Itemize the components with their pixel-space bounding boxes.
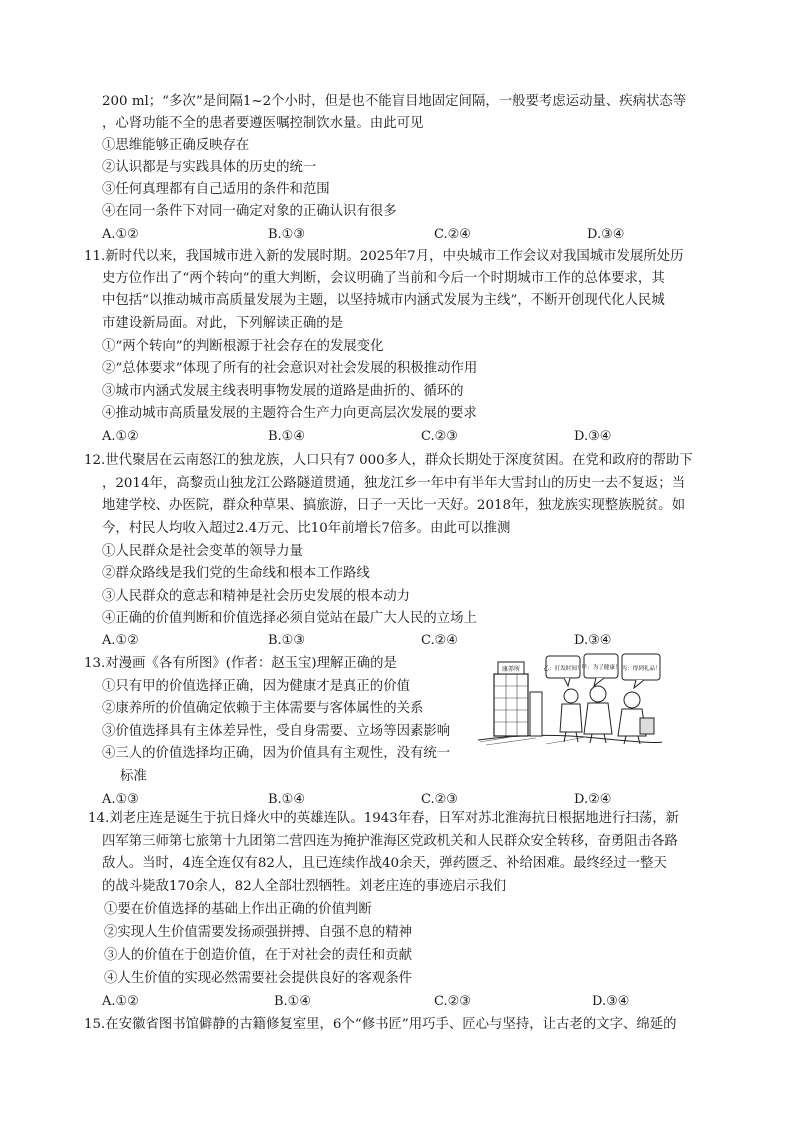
- q12-statement-1: ①人民群众是社会变革的领导力量: [102, 544, 303, 559]
- q14-stem-line: 敌人。当时，4连全连仅有82人，且已连续作战40余天，弹药匮乏、补给困难。最终经过一整天: [102, 856, 667, 871]
- q13-statement-3: ③价值选择具有主体差异性，受自身需要、立场等因素影响: [102, 724, 451, 739]
- q11-stem-line: 11.新时代以来，我国城市进入新的发展时期。2025年7月，中央城市工作会议对我国城市发展所处历: [84, 249, 684, 264]
- q13-option-b: B.①④: [268, 792, 305, 807]
- q14-statement-3: ③人的价值在于创造价值，在于对社会的责任和贡献: [104, 948, 412, 963]
- q10-option-d: D.③④: [587, 227, 625, 242]
- svg-text:丙：得到礼品！: 丙：得到礼品！: [621, 666, 661, 672]
- q12-stem-line: 今，村民人均收入超过2.4万元、比10年前增长7倍多。由此可以推测: [102, 521, 511, 536]
- q12-option-c: C.②④: [421, 633, 458, 648]
- q10-stem-line: ，心肾功能不全的患者要遵医嘱控制饮水量。由此可见: [102, 116, 424, 131]
- q14-stem-line: 四军第三师第七旅第十九团第二营四连为掩护淮海区党政机关和人民群众安全转移，奋勇阻击各路: [102, 834, 678, 849]
- q15-stem-line: 15.在安徽省图书馆僻静的古籍修复室里，6个“修书匠”用巧手、匠心与坚持，让古老的文字、绵延的: [84, 1017, 677, 1032]
- q11-stem-line: 市建设新局面。对此，下列解读正确的是: [102, 316, 344, 331]
- q12-option-d: D.③④: [574, 633, 612, 648]
- q14-statement-2: ②实现人生价值需要发扬顽强拼搏、自强不息的精神: [104, 925, 412, 940]
- q11-stem-line: 中包括“以推动城市高质量发展为主题，以坚持城市内涵式发展为主线”，不断开创现代化人民城: [102, 293, 665, 308]
- q14-option-a: A.①②: [102, 994, 139, 1009]
- q14-stem-line: 的战斗毙敌170余人，82人全部壮烈牺牲。刘老庄连的事迹启示我们: [102, 879, 507, 894]
- q10-statement-2: ②认识都是与实践具体的历史的统一: [102, 160, 317, 175]
- q12-stem-line: 12.世代聚居在云南怒江的独龙族，人口只有7 000多人，群众长期处于深度贫困。在党和政府的帮助下: [84, 453, 693, 468]
- q12-option-a: A.①②: [102, 633, 139, 648]
- q10-option-a: A.①②: [102, 227, 139, 242]
- cartoon-image: [476, 652, 664, 748]
- q11-option-c: C.②③: [421, 429, 458, 444]
- q12-statement-4: ④正确的价值判断和价值选择必须自觉站在最广大人民的立场上: [102, 611, 477, 626]
- q11-statement-4: ④推动城市高质量发展的主题符合生产力向更高层次发展的要求: [102, 406, 477, 421]
- sign-label: 康养所: [501, 667, 521, 673]
- q10-option-c: C.②④: [434, 227, 471, 242]
- speech-bubble-bing: [621, 654, 660, 688]
- q13-stem-line: 13.对漫画《各有所图》(作者：赵玉宝)理解正确的是: [84, 656, 397, 671]
- q12-stem-line: ，2014年，高黎贡山独龙江公路隧道贯通，独龙江乡一年中有半年大雪封山的历史一去不复返；当: [102, 476, 686, 491]
- q13-statement-1: ①只有甲的价值选择正确，因为健康才是真正的价值: [102, 679, 410, 694]
- q12-option-b: B.①③: [268, 633, 305, 648]
- q10-option-b: B.①③: [268, 227, 305, 242]
- q11-statement-3: ③城市内涵式发展主线表明事物发展的道路是曲折的、循环的: [102, 384, 464, 399]
- q12-statement-2: ②群众路线是我们党的生命线和根本工作路线: [102, 566, 370, 581]
- q13-statement-4-continued: 标准: [120, 769, 147, 784]
- building-shape: [494, 674, 528, 736]
- three-figures-drawing: [560, 686, 654, 744]
- q11-option-d: D.③④: [574, 429, 612, 444]
- q14-statement-4: ④人生价值的实现必然需要社会提供良好的客观条件: [104, 971, 412, 986]
- q13-statement-2: ②康养所的价值确定依赖于主体需要与客体属性的关系: [102, 701, 424, 716]
- q14-option-d: D.③④: [592, 994, 630, 1009]
- q14-option-b: B.①④: [274, 994, 311, 1009]
- q11-option-b: B.①④: [268, 429, 305, 444]
- q11-statement-2: ②“总体要求”体现了所有的社会意识对社会发展的积极推动作用: [102, 361, 478, 376]
- q11-stem-line: 史方位作出了“两个转向”的重大判断，会议明确了当前和今后一个时期城市工作的总体要求，其: [102, 271, 665, 286]
- q12-statement-3: ③人民群众的意志和精神是社会历史发展的根本动力: [102, 589, 410, 604]
- q14-stem-line: 14.刘老庄连是诞生于抗日烽火中的英雄连队。1943年春，日军对苏北淮海抗日根据地进行扫荡，新: [88, 811, 679, 826]
- q10-stem-line: 200 ml；“多次”是间隔1~2个小时，但是也不能盲目地固定间隔，一般要考虑运动量、疾病状态等: [102, 94, 687, 109]
- svg-text:乙：打发时间！: 乙：打发时间！: [543, 666, 583, 672]
- svg-text:甲：为了健康！: 甲：为了健康！: [581, 665, 621, 671]
- q12-stem-line: 地建学校、办医院，群众种草果、搞旅游，日子一天比一天好。2018年，独龙族实现整族脱贫。如: [102, 498, 686, 513]
- q10-statement-3: ③任何真理都有自己适用的条件和范围: [102, 182, 330, 197]
- q10-statement-1: ①思维能够正确反映存在: [102, 138, 250, 153]
- q13-statement-4: ④三人的价值选择均正确，因为价值具有主观性，没有统一: [102, 746, 451, 761]
- q14-statement-1: ①要在价值选择的基础上作出正确的价值判断: [104, 902, 372, 917]
- q10-statement-4: ④在同一条件下对同一确定对象的正确认识有很多: [102, 204, 397, 219]
- speech-bubble-jia: [581, 654, 620, 686]
- q13-option-d: D.②④: [574, 792, 612, 807]
- q13-option-a: A.①③: [102, 792, 139, 807]
- speech-bubble-yi: [543, 656, 582, 686]
- q13-option-c: C.②③: [421, 792, 458, 807]
- q11-statement-1: ①“两个转向”的判断根源于社会存在的发展变化: [102, 339, 384, 354]
- q11-option-a: A.①②: [102, 429, 139, 444]
- q14-option-c: C.②③: [434, 994, 471, 1009]
